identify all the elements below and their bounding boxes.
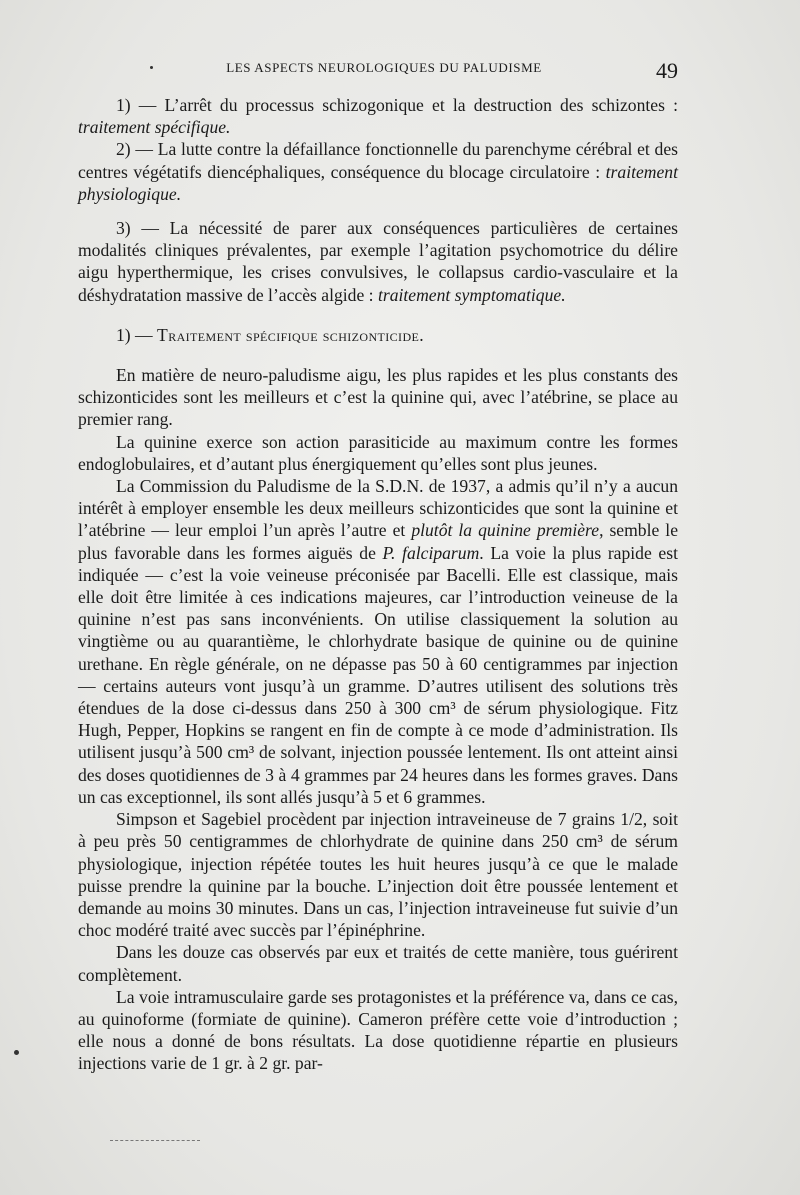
paragraph-5: La quinine exerce son action parasiticide au maximum contre les formes endoglobulaires, et d’autant plus énergiquement qu’elles sont plus jeunes. (78, 431, 678, 474)
paragraph-8: Dans les douze cas observés par eux et traités de cette manière, tous guérirent complètement. (78, 942, 678, 985)
page-number: 49 (656, 58, 678, 83)
footer-dash (110, 1140, 200, 1142)
margin-speck (14, 1050, 19, 1055)
paragraph-6: La Commission du Paludisme de la S.D.N. de 1937, a admis qu’il n’y a aucun intérêt à employer ensemble les deux meilleurs schizonticides que sont la quinine et l’atébrine — leur emploi l’un après l’autre et plutôt la quinine première, semble le plus favorable dans les formes aiguës de P. falciparum. La voie la plus rapide est indiquée — c’est la voie veineuse préconisée par Bacelli. Elle est classique, mais elle doit être limitée à ces indications majeures, car l’introduction veineuse de la quinine n’est pas sans inconvénients. On utilise classiquement la solution au vingtième ou au quarantième, le chlorhydrate basique de quinine ou de quinine urethane. En règle générale, on ne dépasse pas 50 à 60 centigrammes par injection — certains auteurs vont jusqu’à un gramme. D’autres utilisent des solutions très étendues de la dose ci-dessus dans 250 à 300 cm³ de sérum physiologique. Fitz Hugh, Pepper, Hopkins se rangent en fin de compte à ce mode d’administration. Ils utilisent jusqu’à 500 cm³ de solvant, injection poussée lentement. Ils ont atteint ainsi des doses quotidiennes de 3 à 4 grammes par 24 heures dans les formes graves. Dans un cas exceptionnel, ils sont allés jusqu’à 5 et 6 grammes. (78, 476, 679, 807)
running-header: LES ASPECTS NEUROLOGIQUES DU PALUDISME (226, 60, 542, 75)
section-heading: 1) — Traitement spécifique schizonticide. (116, 324, 425, 345)
paragraph-7: Simpson et Sagebiel procèdent par injection intraveineuse de 7 grains 1/2, soit à peu près 50 centigrammes de chlorhydrate de quinine dans 250 cm³ de sérum physiologique, injection répétée toutes les huit heures jusqu’à ce que le malade puisse prendre la quinine par la bouche. L’injection doit être poussée lentement et demande au moins 30 minutes. Dans un cas, l’injection intraveineuse fut suivie d’un choc modéré traité avec succès par l’épinéphrine. (78, 809, 678, 941)
paragraph-9: La voie intramusculaire garde ses protagonistes et la préférence va, dans ce cas, au quinoforme (formiate de quinine). Cameron préfère cette voie d’introduction ; elle nous a donné de bons résultats. La dose quotidienne répartie en plusieurs injections varie de 1 gr. à 2 gr. par- (78, 986, 678, 1074)
paragraph-1: 1) — L’arrêt du processus schizogonique et la destruction des schizontes : traitement spécifique. (78, 95, 678, 138)
paragraph-3: 3) — La nécessité de parer aux conséquences particulières de certaines modalités cliniques prévalentes, par exemple l’agitation psychomotrice du délire aigu hyperthermique, les crises convulsives, le collapsus cardio-vasculaire et la déshydratation massive de l’accès algide : traitement symptomatique. (78, 218, 678, 305)
margin-speck (150, 66, 153, 69)
page-body (78, 94, 678, 1075)
paragraph-4: En matière de neuro-paludisme aigu, les plus rapides et les plus constants des schizonticides sont les meilleurs et c’est la quinine qui, avec l’atébrine, se place au premier rang. (78, 365, 678, 430)
paragraph-2: 2) — La lutte contre la défaillance fonctionnelle du parenchyme cérébral et des centres végétatifs diencéphaliques, conséquence du blocage circulatoire : traitement physiologique. (78, 139, 678, 204)
